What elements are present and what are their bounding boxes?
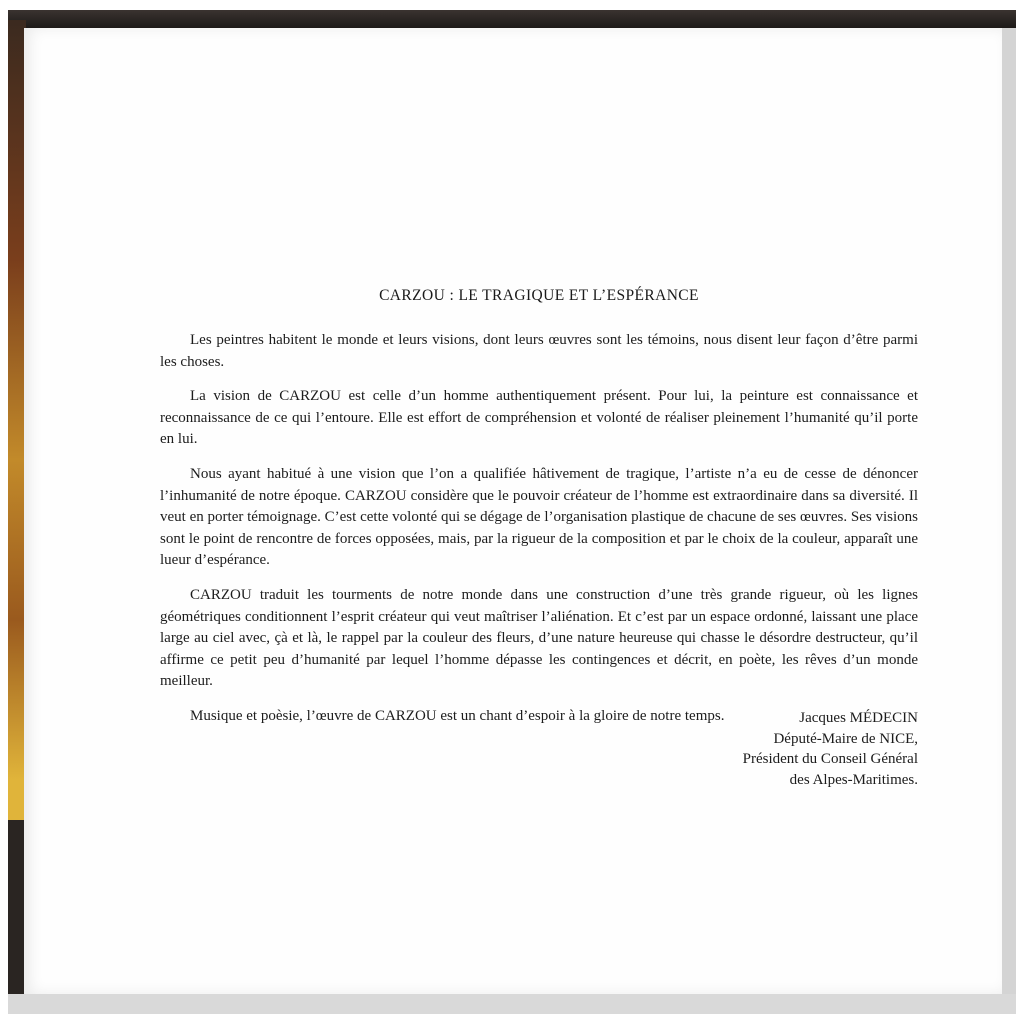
signature-name: Jacques MÉDECIN	[799, 710, 918, 726]
paragraph-4: CARZOU traduit les tourments de notre monde dans une construction d’une très grande rigueur, où les lignes géométriques conditionnent l’esprit créateur qui veut maîtriser l’aliénation. Et c’est par un espace ordonné, laissant une place large au ciel avec, çà et là, le rappel par la couleur des fleurs, d’une nature heureuse qui chasse le désordre destructeur, qu’il affirme ce petit peu d’humanité par lequel l’homme dépasse les contingences et décrit, en poète, les rêves d’un monde meilleur.	[160, 586, 918, 690]
scan-top-edge	[8, 10, 1016, 28]
paragraph-1: Les peintres habitent le monde et leurs visions, dont leurs œuvres sont les témoins, nous disent leur façon d’être parmi les choses.	[160, 332, 918, 370]
signature-role-2: Président du Conseil Général	[742, 751, 918, 767]
paragraph-3: Nous ayant habitué à une vision que l’on a qualifiée hâtivement de tragique, l’artiste n’a eu de cesse de dénoncer l’inhumanité de notre époque. CARZOU considère que le pouvoir créateur de l’homme est extraordinaire dans sa diversité. Il veut en porter témoignage. C’est cette volonté qui se dégage de l’organisation plastique de chacune de ses œuvres. Ses visions sont le point de rencontre de forces opposées, mais, par la rigueur de la composition et par le choix de la couleur, apparaît une lueur d’espérance.	[160, 465, 918, 569]
paragraph-5: Musique et poèsie, l’œuvre de CARZOU est un chant d’espoir à la gloire de notre temps.	[190, 707, 725, 724]
page-right-edge	[1002, 28, 1016, 994]
article-body	[160, 330, 918, 741]
paragraph-2: La vision de CARZOU est celle d’un homme authentiquement présent. Pour lui, la peinture est connaissance et reconnaissance de ce qui l’entoure. Elle est effort de compréhension et volonté de réaliser pleinement l’humanité qu’il porte en lui.	[160, 388, 918, 448]
page-bottom-edge	[8, 994, 1016, 1014]
signature-role-3: des Alpes-Maritimes.	[789, 771, 918, 788]
signature-block	[600, 708, 918, 790]
signature-role-1: Député-Maire de NICE,	[773, 730, 918, 747]
page-title: CARZOU : LE TRAGIQUE ET L’ESPÉRANCE	[379, 287, 699, 304]
